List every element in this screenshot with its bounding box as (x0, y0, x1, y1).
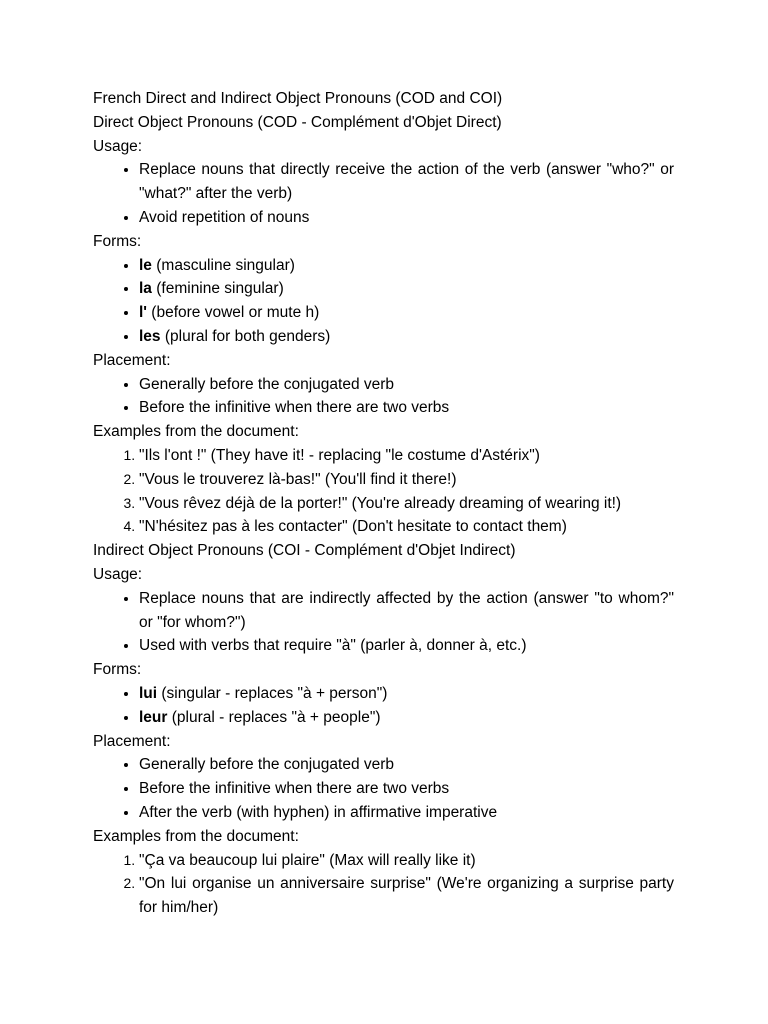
cod-usage-list (93, 158, 674, 229)
pronoun: leur (139, 708, 168, 726)
document-title: French Direct and Indirect Object Pronouns (COD and COI) (93, 90, 503, 107)
list-item: • Before the infinitive when there are two verbs (139, 777, 674, 801)
form-description: (plural for both genders) (160, 327, 331, 345)
cod-usage-label: Usage: (93, 137, 143, 155)
form-item (139, 682, 674, 706)
cod-forms-list (93, 254, 674, 349)
form-item (139, 706, 674, 730)
cod-forms-label: Forms: (93, 232, 142, 250)
coi-forms-list (93, 682, 674, 730)
pronoun: lui (139, 684, 158, 702)
form-description: (plural - replaces "à + people") (167, 708, 381, 726)
list-item: • Replace nouns that directly receive the action of the verb (answer "who?" or "what?" after the verb) (139, 158, 674, 206)
cod-examples-list (93, 444, 674, 539)
pronoun: le (139, 256, 152, 274)
list-item: • Generally before the conjugated verb (139, 373, 674, 397)
coi-placement-list (93, 753, 674, 824)
form-description: (feminine singular) (151, 280, 284, 298)
list-item: • After the verb (with hyphen) in affirmative imperative (139, 801, 674, 825)
example-item: 3. "Vous rêvez déjà de la porter!" (You're already dreaming of wearing it!) (139, 492, 674, 516)
coi-forms-label: Forms: (93, 661, 142, 679)
cod-heading: Direct Object Pronouns (COD - Complément d'Objet Direct) (93, 113, 502, 131)
form-item (139, 277, 674, 301)
coi-examples-label: Examples from the document: (93, 827, 299, 845)
list-item: • Avoid repetition of nouns (139, 206, 674, 230)
pronoun: la (139, 280, 152, 298)
pronoun: l' (139, 304, 147, 322)
form-item (139, 325, 674, 349)
example-item: 2. "On lui organise un anniversaire surprise" (We're organizing a surprise party for him/her) (139, 872, 674, 920)
form-description: (singular - replaces "à + person") (157, 684, 388, 702)
list-item: • Before the infinitive when there are two verbs (139, 396, 674, 420)
form-description: (masculine singular) (151, 256, 295, 274)
pronoun: les (139, 327, 161, 345)
cod-placement-list (93, 373, 674, 421)
document-content (93, 87, 674, 920)
example-item: 1. "Ça va beaucoup lui plaire" (Max will really like it) (139, 849, 674, 873)
cod-placement-label: Placement: (93, 351, 171, 369)
example-item: 2. "Vous le trouverez là-bas!" (You'll find it there!) (139, 468, 674, 492)
form-item (139, 254, 674, 278)
coi-examples-list (93, 849, 674, 920)
coi-placement-label: Placement: (93, 732, 171, 750)
coi-usage-list (93, 587, 674, 658)
cod-examples-label: Examples from the document: (93, 423, 299, 441)
example-item: 4. "N'hésitez pas à les contacter" (Don't hesitate to contact them) (139, 515, 674, 539)
form-description: (before vowel or mute h) (147, 304, 320, 322)
coi-heading: Indirect Object Pronouns (COI - Complément d'Objet Indirect) (93, 542, 516, 560)
coi-usage-label: Usage: (93, 565, 143, 583)
list-item: • Generally before the conjugated verb (139, 753, 674, 777)
example-item: 1. "Ils l'ont !" (They have it! - replacing "le costume d'Astérix") (139, 444, 674, 468)
list-item: • Replace nouns that are indirectly affected by the action (answer "to whom?" or "for whom?") (139, 587, 674, 635)
list-item: • Used with verbs that require "à" (parler à, donner à, etc.) (139, 634, 674, 658)
form-item (139, 301, 674, 325)
